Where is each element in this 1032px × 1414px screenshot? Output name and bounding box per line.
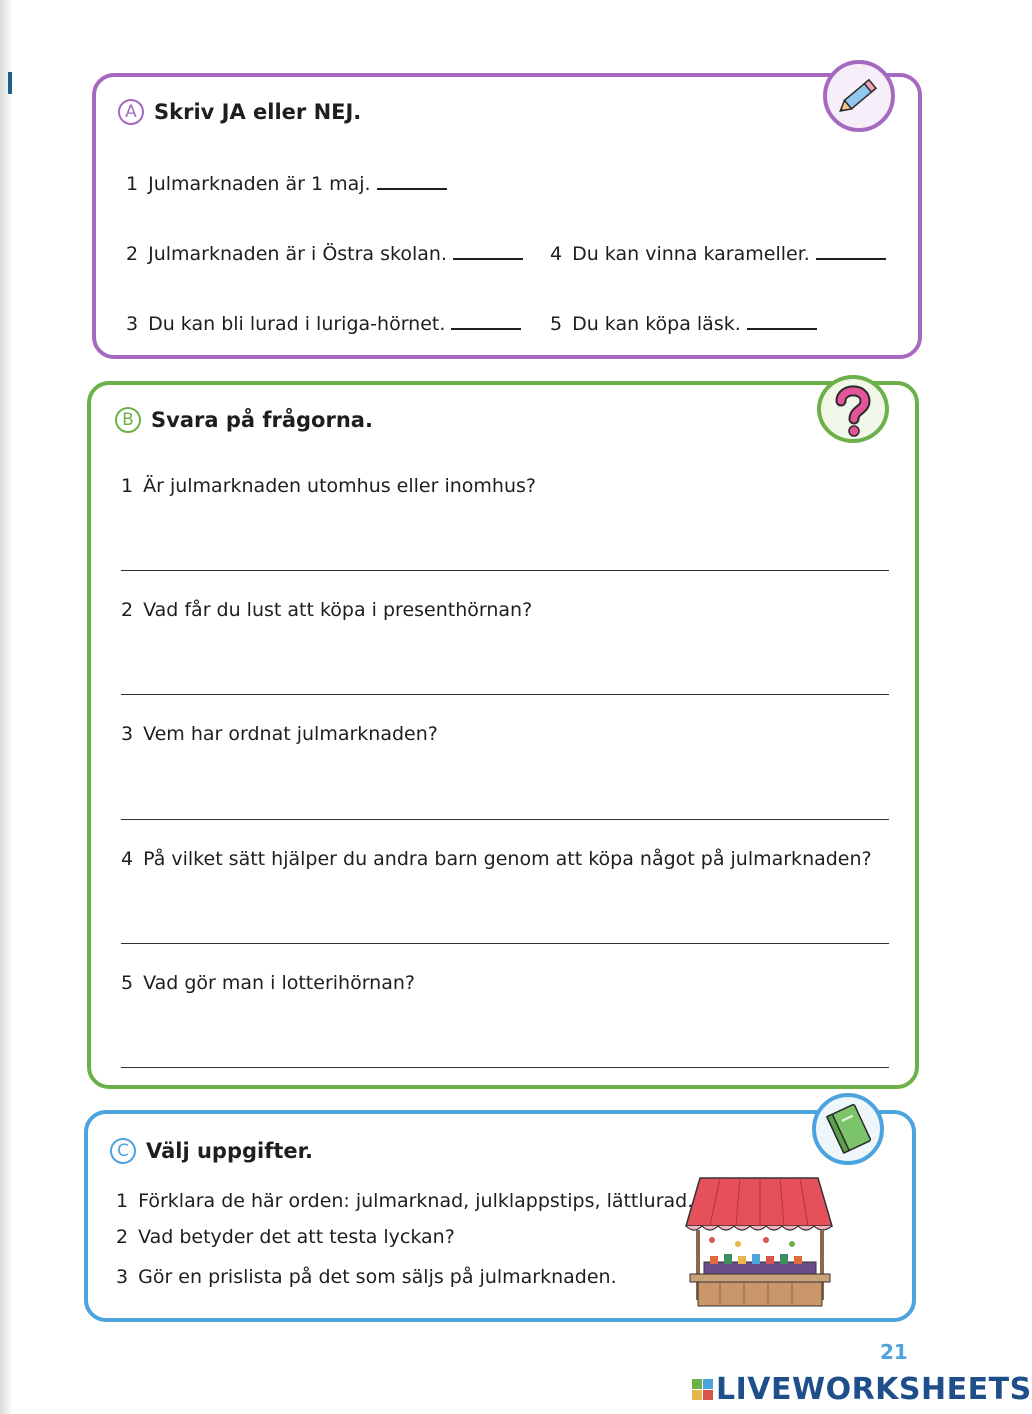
page-number: 21 <box>880 1340 908 1364</box>
item-text: Du kan köpa läsk. <box>572 313 741 335</box>
section-c-item-1 <box>116 1190 693 1212</box>
question-text: Vad får du lust att köpa i presenthörnan? <box>143 599 533 621</box>
item-number: 2 <box>116 1226 129 1248</box>
section-b-title: Svara på frågorna. <box>151 408 373 432</box>
section-a-item-3 <box>126 313 521 335</box>
section-b-question-4 <box>121 848 872 870</box>
item-text: Förklara de här orden: julmarknad, julklappstips, lättlurad. <box>138 1190 694 1212</box>
item-number: 5 <box>550 313 563 335</box>
watermark <box>692 1372 1032 1407</box>
section-b-badge: B <box>115 407 141 433</box>
item-number: 3 <box>116 1266 129 1288</box>
answer-line-4[interactable] <box>121 943 889 944</box>
answer-blank-4[interactable] <box>816 256 886 260</box>
section-a-title: Skriv JA eller NEJ. <box>154 100 362 124</box>
answer-line-3[interactable] <box>121 819 889 820</box>
section-b-question-5 <box>121 972 415 994</box>
watermark-text: LIVEWORKSHEETS <box>716 1372 1032 1407</box>
market-stall-illustration <box>680 1170 840 1310</box>
item-text: Gör en prislista på det som säljs på julmarknaden. <box>138 1266 617 1288</box>
answer-blank-3[interactable] <box>451 326 521 330</box>
section-b-question-3 <box>121 723 438 745</box>
item-number: 3 <box>126 313 139 335</box>
question-number: 5 <box>121 972 134 994</box>
question-number: 2 <box>121 599 134 621</box>
section-a-box <box>92 73 922 359</box>
book-icon <box>812 1093 884 1165</box>
section-c-box <box>84 1110 916 1322</box>
question-text: Vad gör man i lotterihörnan? <box>143 972 415 994</box>
section-c-item-3 <box>116 1266 617 1288</box>
answer-line-1[interactable] <box>121 570 889 571</box>
item-number: 1 <box>126 173 139 195</box>
section-a-item-4 <box>550 243 886 265</box>
section-a-item-5 <box>550 313 817 335</box>
section-a-item-2 <box>126 243 523 265</box>
question-text: Är julmarknaden utomhus eller inomhus? <box>143 475 536 497</box>
answer-blank-5[interactable] <box>747 326 817 330</box>
answer-blank-2[interactable] <box>453 256 523 260</box>
answer-blank-1[interactable] <box>377 186 447 190</box>
question-text: Vem har ordnat julmarknaden? <box>143 723 438 745</box>
answer-line-2[interactable] <box>121 694 889 695</box>
section-c-heading <box>110 1138 313 1164</box>
pencil-icon <box>823 60 895 132</box>
section-b-question-1 <box>121 475 536 497</box>
section-b-box <box>87 381 919 1089</box>
item-number: 2 <box>126 243 139 265</box>
item-text: Julmarknaden är 1 maj. <box>148 173 371 195</box>
item-number: 4 <box>550 243 563 265</box>
question-number: 1 <box>121 475 134 497</box>
liveworksheets-logo-icon <box>692 1379 713 1400</box>
page-binding-edge <box>0 0 12 1414</box>
question-mark-icon <box>817 375 889 443</box>
section-a-heading <box>118 99 361 125</box>
answer-line-5[interactable] <box>121 1067 889 1068</box>
question-number: 3 <box>121 723 134 745</box>
question-number: 4 <box>121 848 134 870</box>
section-a-badge: A <box>118 99 144 125</box>
item-number: 1 <box>116 1190 129 1212</box>
section-c-badge: C <box>110 1138 136 1164</box>
item-text: Vad betyder det att testa lyckan? <box>138 1226 455 1248</box>
section-b-question-2 <box>121 599 532 621</box>
question-text: På vilket sätt hjälper du andra barn genom att köpa något på julmarknaden? <box>143 848 872 870</box>
item-text: Julmarknaden är i Östra skolan. <box>148 243 447 265</box>
section-c-title: Välj uppgifter. <box>146 1139 313 1163</box>
item-text: Du kan vinna karameller. <box>572 243 810 265</box>
section-a-item-1 <box>126 173 447 195</box>
item-text: Du kan bli lurad i luriga-hörnet. <box>148 313 446 335</box>
page-edge-mark <box>8 72 12 94</box>
section-b-heading <box>115 407 373 433</box>
section-c-item-2 <box>116 1226 455 1248</box>
